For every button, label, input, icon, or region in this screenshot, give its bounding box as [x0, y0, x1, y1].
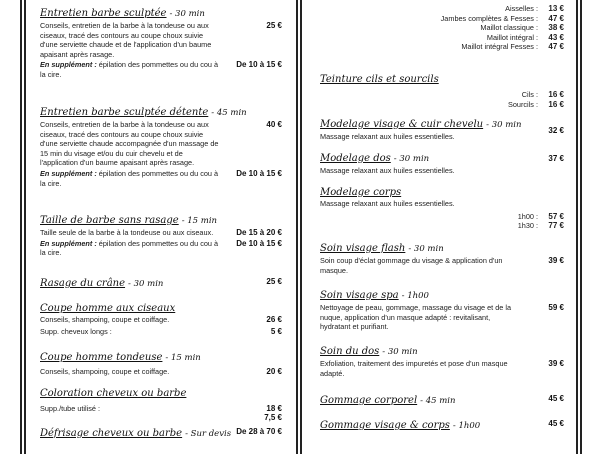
price-line-value: 16 €	[548, 99, 564, 109]
service-soin-dos	[320, 345, 564, 378]
price-line-label: Maillot intégral Fesses :	[461, 42, 538, 52]
service-duration: - 1h00	[401, 291, 429, 301]
service-row	[40, 228, 282, 238]
price-line-value: 47 €	[548, 42, 564, 52]
service-price: 59 €	[548, 303, 564, 312]
service-description: Conseils, entretien de la barbe à la tondeuse ou aux ciseaux, tracé des contours au coupe choux suivie d'une serviette chaude accompagnée d'un massage de 15 min du visage et/ou du cuir chevelu et de l'application d'un baume apaisant après rasage.	[40, 120, 219, 168]
service-price: 45 €	[548, 419, 564, 428]
price-line-value: 38 €	[548, 23, 564, 33]
service-title	[320, 242, 564, 256]
supplement-row	[40, 327, 282, 337]
service-row	[320, 118, 564, 142]
supplement-text	[40, 239, 222, 258]
supplement-text	[40, 60, 222, 79]
frame-border-right-inner	[576, 0, 578, 454]
price-list	[320, 212, 564, 231]
service-duration: - 1h00	[452, 421, 481, 431]
service-description: Conseils, entretien de la barbe à la tondeuse ou aux ciseaux, tracé des contours au coupe choux suivie d'une serviette chaude et de l'application d'un baume apaisant après rasage.	[40, 21, 212, 59]
column-divider-right	[300, 0, 302, 454]
service-duration: - 45 min	[211, 108, 247, 118]
supplement-detail: épilation des pommettes ou du cou à la cire.	[40, 60, 219, 79]
frame-border-left-inner	[24, 0, 26, 454]
service-title-text: Entretien barbe sculptée détente	[40, 107, 209, 118]
service-duration: - 30 min	[169, 9, 205, 19]
service-price: 39 €	[548, 256, 564, 265]
price-line	[320, 4, 564, 14]
service-duration: - Sur devis	[185, 429, 232, 439]
price-line-value: 13 €	[548, 4, 564, 13]
service-description: Supp./tube utilisé :	[40, 404, 101, 413]
service-duration: - 30 min	[408, 244, 444, 254]
service-row	[40, 404, 282, 422]
service-description: Massage relaxant aux huiles essentielles.	[320, 199, 455, 208]
service-row	[40, 367, 282, 377]
price-line-value: 43 €	[548, 32, 564, 42]
service-price: 20 €	[266, 367, 282, 376]
service-soin-visage-spa	[320, 289, 564, 332]
service-row	[320, 303, 564, 332]
service-modelage-visage	[320, 118, 564, 142]
price-line-value: 57 €	[548, 211, 564, 221]
supplement-price: De 10 à 15 €	[236, 60, 282, 70]
service-price: 25 €	[266, 21, 282, 30]
service-title	[40, 7, 282, 21]
service-title-text: Modelage visage & cuir chevelu	[320, 119, 484, 130]
price-line-label: Aisselles :	[505, 4, 538, 13]
service-description: Taille seule de la barbe à la tondeuse ou aux ciseaux.	[40, 228, 214, 237]
service-price: 37 €	[548, 154, 564, 163]
service-coloration	[40, 387, 282, 422]
column-divider-left	[296, 0, 298, 454]
service-description: Massage relaxant aux huiles essentielles.	[320, 166, 455, 175]
price-line-label: Cils :	[521, 90, 538, 99]
service-row	[40, 315, 282, 325]
service-taille-barbe	[40, 214, 282, 258]
price-line-label: 1h00 :	[517, 211, 538, 221]
service-row	[40, 427, 282, 441]
supplement-detail: épilation des pommettes ou du cou à la cire.	[40, 238, 219, 258]
service-row	[320, 256, 564, 275]
price-line-value: 77 €	[548, 221, 564, 231]
service-price: De 28 à 70 €	[236, 427, 282, 436]
service-title	[320, 394, 456, 408]
service-title: Modelage corps	[320, 187, 402, 198]
supplement-text	[40, 169, 222, 188]
service-coupe-tondeuse	[40, 351, 282, 377]
service-text	[320, 118, 521, 142]
supplement-price: De 10 à 15 €	[236, 168, 282, 178]
right-price-column	[320, 0, 564, 450]
service-soin-visage-flash	[320, 242, 564, 275]
service-title	[320, 289, 564, 303]
service-entretien-barbe-detente	[40, 106, 282, 188]
service-coupe-ciseaux	[40, 302, 282, 336]
service-rasage-crane	[40, 277, 282, 291]
service-price: 39 €	[548, 359, 564, 368]
price-line	[320, 14, 564, 24]
service-price: 18 €	[266, 404, 282, 413]
service-price: 25 €	[266, 277, 282, 286]
service-title: Coupe homme aux ciseaux	[40, 303, 176, 314]
service-description: Soin coup d'éclat gommage du visage & application d'un masque.	[320, 256, 503, 275]
service-price-group	[230, 404, 282, 422]
supplement-row	[40, 239, 282, 258]
service-title-text: Soin visage spa	[320, 290, 399, 301]
price-line	[320, 90, 564, 100]
service-title	[40, 351, 282, 365]
service-title-text: Gommage visage & corps	[320, 420, 450, 431]
service-gommage-visage-corps	[320, 419, 564, 433]
supplement-label: En supplément :	[40, 168, 97, 178]
service-row	[40, 277, 282, 291]
supplement-price: De 10 à 15 €	[236, 238, 282, 248]
service-price: 32 €	[548, 126, 564, 135]
service-price: 40 €	[266, 120, 282, 129]
service-modelage-dos	[320, 152, 564, 176]
service-title-text: Gommage corporel	[320, 395, 418, 406]
supplement-label: En supplément :	[40, 238, 97, 248]
frame-border-left-outer	[20, 0, 22, 454]
frame-border-right-outer	[580, 0, 582, 454]
supplement-detail: épilation des pommettes ou du cou à la cire.	[40, 168, 219, 188]
price-line	[320, 100, 564, 110]
service-title	[320, 152, 520, 166]
service-title	[320, 118, 521, 132]
price-line-label: Sourcils :	[507, 99, 538, 109]
service-duration: - 30 min	[393, 154, 430, 164]
service-description: Nettoyage de peau, gommage, massage du visage et de la nuque, application d'un masque adapté : revitalisant, hydratant et purifiant.	[320, 303, 512, 332]
service-title-text: Coupe homme tondeuse	[40, 352, 163, 363]
service-title-text: Taille de barbe sans rasage	[40, 215, 179, 226]
price-line-label: 1h30 :	[517, 221, 538, 231]
service-title	[40, 427, 231, 441]
service-description: Exfoliation, traitement des impuretés et pose d'un masque adapté.	[320, 359, 508, 378]
supplement-price: 5 €	[270, 326, 282, 336]
price-line	[320, 33, 564, 43]
service-title-text: Modelage dos	[320, 153, 391, 164]
service-duration: - 30 min	[128, 279, 164, 289]
service-price: 26 €	[266, 315, 282, 324]
service-price: 45 €	[548, 394, 564, 403]
service-entretien-barbe-sculptee	[40, 7, 282, 80]
service-title-text: Entretien barbe sculptée	[40, 8, 167, 19]
service-teinture	[320, 73, 564, 109]
price-list	[320, 90, 564, 109]
service-defrisage	[40, 427, 282, 441]
price-line-value: 47 €	[548, 13, 564, 23]
supplement-text: Supp. cheveux longs :	[40, 326, 112, 336]
service-modelage-corps	[320, 186, 564, 231]
service-title	[40, 106, 282, 120]
service-price: De 15 à 20 €	[236, 228, 282, 237]
service-title	[40, 214, 282, 228]
service-row	[320, 152, 564, 176]
price-line	[320, 221, 564, 231]
price-line-label: Maillot classique :	[480, 23, 538, 33]
price-line-label: Jambes complètes & Fesses :	[440, 13, 538, 23]
supplement-row	[40, 60, 282, 79]
service-row	[320, 359, 564, 378]
service-gommage-corporel	[320, 394, 564, 408]
service-text	[320, 152, 520, 176]
service-title	[320, 419, 480, 433]
left-price-column	[40, 0, 282, 450]
price-line	[320, 212, 564, 222]
price-line-value: 16 €	[548, 90, 564, 99]
service-duration: - 30 min	[382, 347, 418, 357]
supplement-price: 7,5 €	[264, 413, 282, 422]
service-duration: - 15 min	[181, 216, 218, 226]
service-duration: - 30 min	[486, 120, 522, 130]
service-title-text: Soin du dos	[320, 346, 380, 357]
price-line	[320, 42, 564, 52]
service-title-text: Défrisage cheveux ou barbe	[40, 428, 183, 439]
service-title: Coloration cheveux ou barbe	[40, 388, 187, 399]
service-title	[40, 277, 163, 291]
service-description: Conseils, shampoing, coupe et coiffage.	[40, 367, 170, 376]
service-row	[40, 120, 282, 168]
service-duration: - 45 min	[420, 396, 456, 406]
service-duration: - 15 min	[165, 353, 201, 363]
service-description: Massage relaxant aux huiles essentielles.	[320, 132, 455, 141]
supplement-label: En supplément :	[40, 60, 97, 70]
service-row	[320, 394, 564, 408]
service-title-text: Rasage du crâne	[40, 278, 126, 289]
price-line	[320, 23, 564, 33]
service-description: Conseils, shampoing, coupe et coiffage.	[40, 315, 170, 324]
price-line-label: Maillot intégral :	[486, 32, 538, 42]
service-title: Teinture cils et sourcils	[320, 74, 439, 85]
supplement-row	[40, 169, 282, 188]
epilation-price-list	[320, 4, 564, 52]
service-title	[320, 345, 564, 359]
service-row	[320, 419, 564, 433]
service-row	[40, 21, 282, 59]
service-title-text: Soin visage flash	[320, 243, 406, 254]
